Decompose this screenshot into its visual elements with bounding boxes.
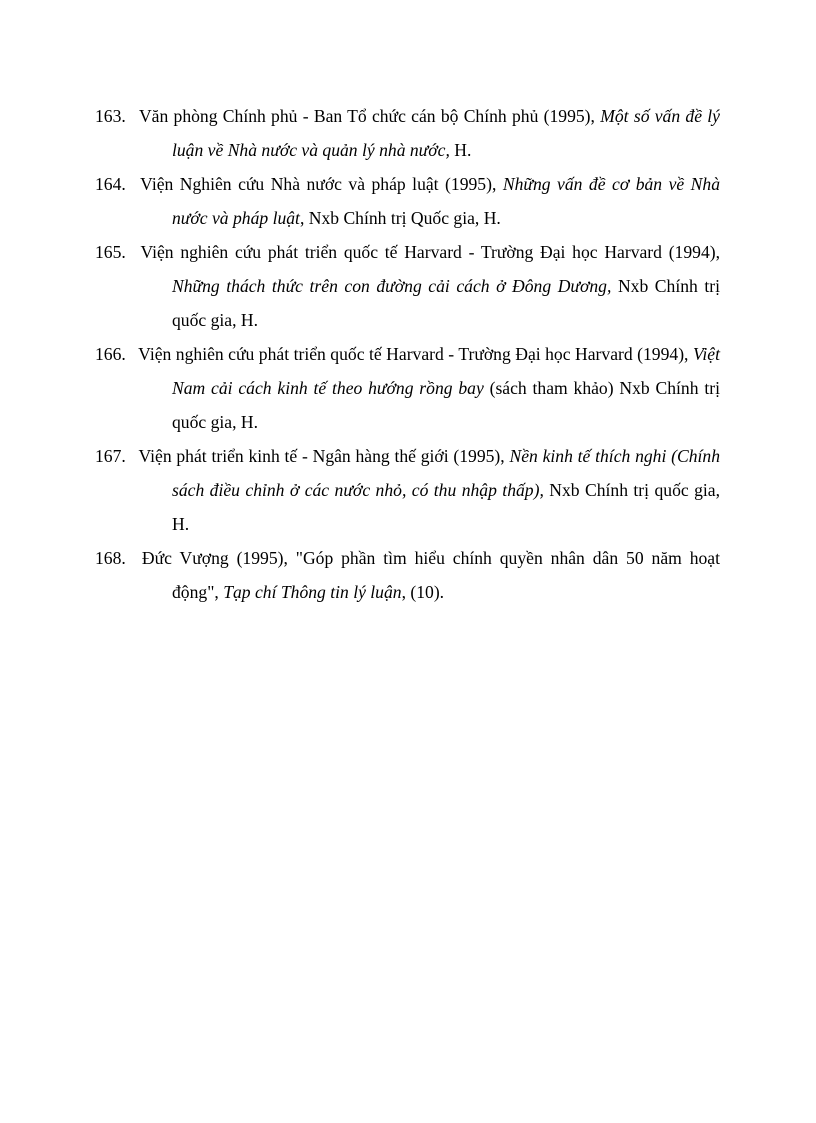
reference-author: Viện Nghiên cứu Nhà nước và pháp luật (1995),	[140, 174, 497, 194]
reference-text	[138, 446, 720, 534]
reference-item	[95, 337, 720, 439]
reference-author: Đức Vượng (1995), "Góp phần tìm hiểu chính quyền nhân dân 50 năm hoạt động",	[141, 548, 720, 602]
reference-publisher: Nxb Chính trị quốc gia, H.	[172, 480, 720, 534]
reference-number: 167.	[95, 446, 126, 466]
reference-item	[95, 99, 720, 167]
reference-item	[95, 235, 720, 337]
reference-text	[140, 242, 720, 330]
reference-author: Văn phòng Chính phủ - Ban Tổ chức cán bộ Chính phủ (1995),	[138, 106, 595, 126]
reference-text	[142, 548, 720, 602]
reference-number: 165.	[95, 242, 126, 262]
reference-number: 166.	[95, 344, 126, 364]
reference-item	[95, 541, 720, 609]
reference-publisher: , Nxb Chính trị Quốc gia, H.	[299, 208, 501, 228]
reference-title: Những vấn đề cơ bản về Nhà nước và pháp luật	[172, 174, 720, 228]
reference-author: Viện phát triển kinh tế - Ngân hàng thế giới (1995),	[138, 446, 505, 466]
reference-publisher: , (10).	[401, 582, 445, 602]
reference-list	[95, 99, 720, 609]
reference-title: Nền kinh tế thích nghi (Chính sách điều chỉnh ở các nước nhỏ, có thu nhập thấp),	[172, 446, 720, 500]
reference-number: 168.	[95, 548, 126, 568]
reference-title: Những thách thức trên con đường cải cách ở Đông Dương,	[172, 276, 612, 296]
reference-item	[95, 439, 720, 541]
reference-author: Viện nghiên cứu phát triển quốc tế Harvard - Trường Đại học Harvard (1994),	[138, 344, 689, 364]
reference-number: 163.	[95, 106, 126, 126]
reference-publisher: Nxb Chính trị quốc gia, H.	[172, 276, 720, 330]
reference-text	[138, 344, 720, 432]
reference-publisher: (sách tham khảo) Nxb Chính trị quốc gia, H.	[172, 378, 720, 432]
reference-author: Viện nghiên cứu phát triển quốc tế Harvard - Trường Đại học Harvard (1994),	[140, 242, 720, 262]
reference-text	[140, 174, 720, 228]
reference-text	[139, 106, 720, 160]
reference-item	[95, 167, 720, 235]
reference-title: Tạp chí Thông tin lý luận	[223, 582, 402, 602]
reference-title: Việt Nam cải cách kinh tế theo hướng rồng bay	[172, 344, 720, 398]
reference-number: 164.	[95, 174, 126, 194]
reference-publisher: H.	[454, 140, 472, 160]
reference-title: Một số vấn đề lý luận về Nhà nước và quản lý nhà nước,	[172, 106, 720, 160]
